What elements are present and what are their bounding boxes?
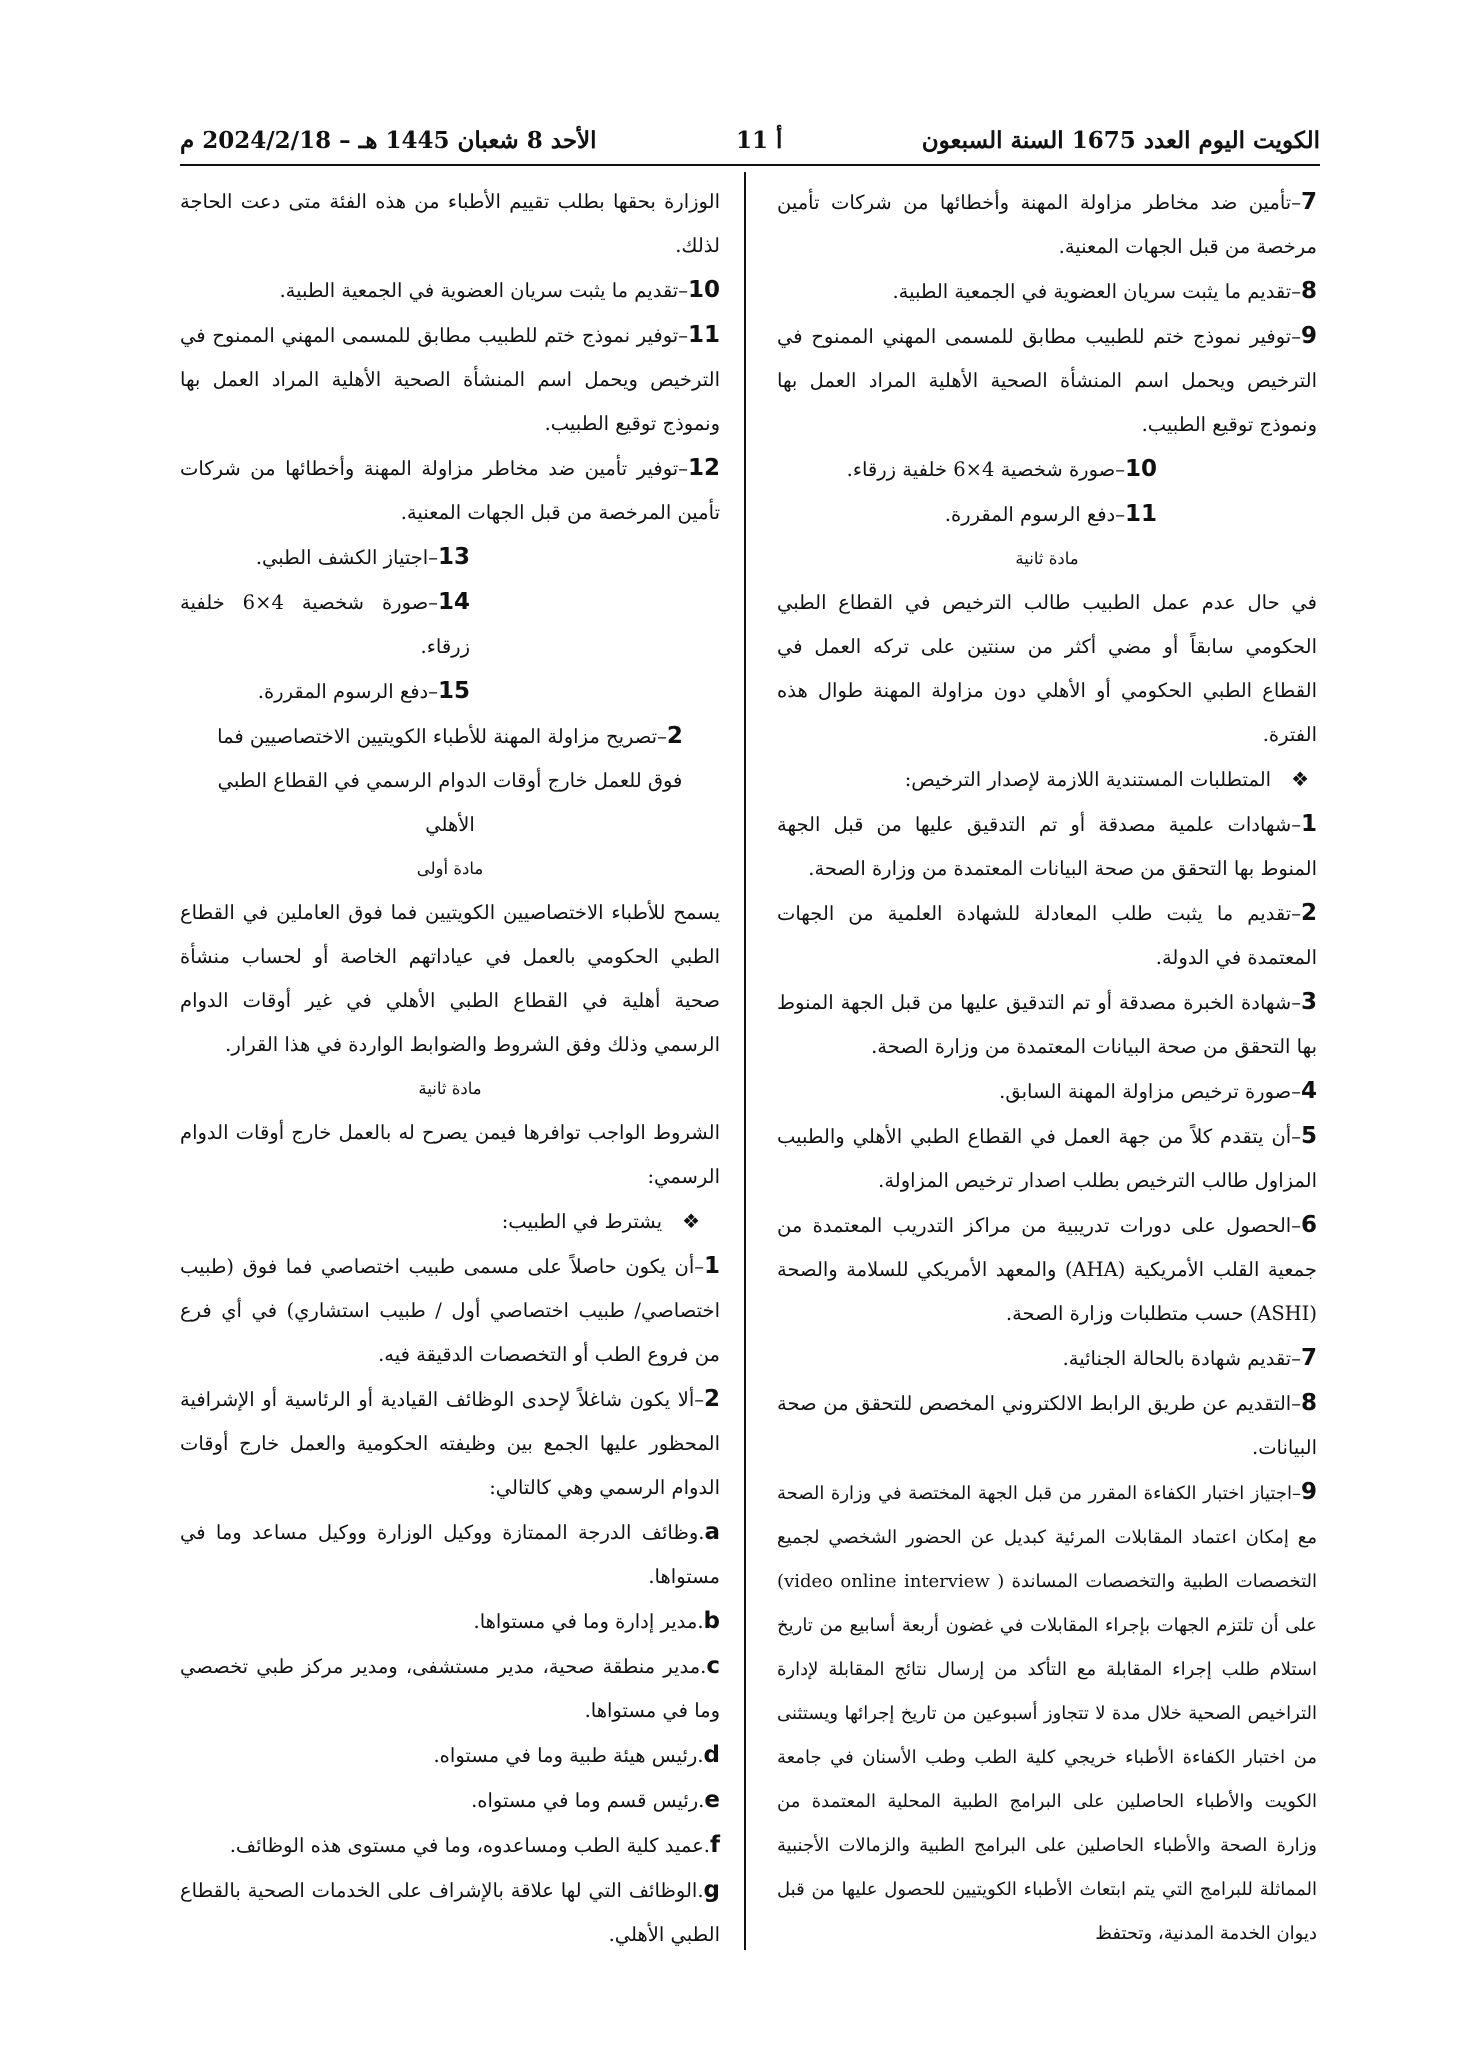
continuation-paragraph: الوزارة بحقها بطلب تقييم الأطباء من هذه الفئة متى دعت الحاجة لذلك.	[180, 190, 720, 257]
list-item: 2–تقديم ما يثبت طلب المعادلة للشهادة العلمية من الجهات المعتمدة في الدولة.	[777, 900, 1317, 969]
list-item: 3–شهادة الخبرة مصدقة أو تم التدقيق عليها من قبل الجهة المنوط بها التحقق من صحة البيانات المعتمدة من وزارة الصحة.	[777, 989, 1317, 1058]
list-item: 9–توفير نموذج ختم للطبيب مطابق للمسمى المهني الممنوح في الترخيص ويحمل اسم المنشأة الصحية الأهلية المراد العمل بها ونموذج توقيع الطبيب.	[777, 323, 1317, 436]
article-heading: مادة ثانية	[1015, 549, 1079, 568]
list-item: 5–أن يتقدم كلاً من جهة العمل في القطاع الطبي الأهلي والطبيب المزاول طالب الترخيص بطلب اصدار ترخيص المزاولة.	[777, 1123, 1317, 1192]
sub-item: e.رئيس قسم وما في مستواه.	[471, 1787, 720, 1813]
left-column	[180, 180, 720, 1957]
section-title: 2–تصريح مزاولة المهنة للأطباء الكويتيين الاختصاصيين فما فوق للعمل خارج أوقات الدوام الرسمي في القطاع الطبي الأهلي	[217, 723, 683, 836]
list-item: 11–توفير نموذج ختم للطبيب مطابق للمسمى المهني الممنوح في الترخيص ويحمل اسم المنشأة الصحية الأهلية المراد العمل بها ونموذج توقيع الطبيب.	[180, 322, 720, 435]
sub-item: a.وظائف الدرجة الممتازة ووكيل الوزارة ووكيل مساعد وما في مستواها.	[180, 1519, 720, 1588]
list-item: 10–صورة شخصية 4×6 خلفية زرقاء.	[846, 456, 1157, 482]
list-item: 1–شهادات علمية مصدقة أو تم التدقيق عليها من قبل الجهة المنوط بها التحقق من صحة البيانات المعتمدة من وزارة الصحة.	[777, 811, 1317, 880]
article-paragraph: في حال عدم عمل الطبيب طالب الترخيص في القطاع الطبي الحكومي سابقاً أو مضي أكثر من سنتين على تركه العمل في القطاع الطبي الحكومي أو الأهلي دون مزاولة المهنة طوال هذه الفترة.	[777, 591, 1317, 746]
list-item: 9–اجتياز اختبار الكفاءة المقرر من قبل الجهة المختصة في وزارة الصحة مع إمكان اعتماد المقابلات المرئية كبديل عن الحضور الشخصي لجميع التخصصات الطبية والتخصصات المساندة ( video online interview) على أن تلتزم الجهات بإجراء المقابلات في غضون أربعة أسابيع من تاريخ استلام طلب إجراء المقابلة مع التأكد من إرسال نتائج المقابلة لإدارة التراخيص الصحية خلال مدة لا تتجاوز أسبوعين من تاريخ إجرائها ويستثنى من اختبار الكفاءة الأطباء خريجي كلية الطب وطب الأسنان في جامعة الكويت والأطباء الحاصلين على البرامج الطبية المحلية المعتمدة من وزارة الصحة والأطباء الحاصلين على البرامج الطبية والزمالات الأجنبية المماثلة للبرامج التي يتم ابتعاث الأطباء الكويتيين للحصول عليها من قبل ديوان الخدمة المدنية، وتحتفظ	[777, 1479, 1317, 1944]
list-item: 15–دفع الرسوم المقررة.	[257, 678, 470, 704]
list-item: 8–التقديم عن طريق الرابط الالكتروني المخصص للتحقق من صحة البيانات.	[777, 1390, 1317, 1459]
list-item: 6–الحصول على دورات تدريبية من مراكز التدريب المعتمدة من جمعية القلب الأمريكية (AHA) والمعهد الأمريكي للسلامة والصحة (ASHI) حسب متطلبات وزارة الصحة.	[777, 1212, 1317, 1325]
sub-item: d.رئيس هيئة طبية وما في مستواه.	[433, 1742, 720, 1768]
list-item: 1–أن يكون حاصلاً على مسمى طبيب اختصاصي فما فوق (طبيب اختصاصي/ طبيب اختصاصي أول / طبيب استشاري) في أي فرع من فروع الطب أو التخصصات الدقيقة فيه.	[180, 1253, 720, 1366]
list-item: 10–تقديم ما يثبت سريان العضوية في الجمعية الطبية.	[279, 277, 720, 303]
header-rule	[180, 164, 1320, 166]
list-item: 14–صورة شخصية 4×6 خلفية زرقاء.	[180, 589, 470, 658]
diamond-bullet-icon: ❖	[1291, 767, 1309, 791]
bullet-line: ❖المتطلبات المستندية اللازمة لإصدار الترخيص:	[777, 757, 1317, 802]
list-item: 11–دفع الرسوم المقررة.	[944, 501, 1157, 527]
list-item: 7–تأمين ضد مخاطر مزاولة المهنة وأخطائها من شركات تأمين مرخصة من قبل الجهات المعنية.	[777, 189, 1317, 258]
diamond-bullet-icon: ❖	[682, 1209, 700, 1233]
sub-item: b.مدير إدارة وما في مستواها.	[473, 1608, 720, 1634]
list-item: 8–تقديم ما يثبت سريان العضوية في الجمعية الطبية.	[892, 278, 1317, 304]
header-page-number: أ 11	[735, 126, 783, 154]
article-heading: مادة أولى	[416, 859, 484, 878]
sub-item: c.مدير منطقة صحية، مدير مستشفى، ومدير مركز طبي تخصصي وما في مستواها.	[180, 1653, 720, 1722]
sub-item: g.الوظائف التي لها علاقة بالإشراف على الخدمات الصحية بالقطاع الطبي الأهلي.	[180, 1877, 720, 1946]
list-item: 7–تقديم شهادة بالحالة الجنائية.	[1062, 1345, 1317, 1371]
header-date: الأحد 8 شعبان 1445 هـ – 2024/2/18 م	[180, 126, 597, 154]
list-item: 13–اجتياز الكشف الطبي.	[255, 544, 470, 570]
list-item: 12–توفير تأمين ضد مخاطر مزاولة المهنة وأخطائها من شركات تأمين المرخصة من قبل الجهات المعنية.	[180, 455, 720, 524]
article-heading: مادة ثانية	[418, 1079, 482, 1098]
page-header	[180, 120, 1320, 160]
article-paragraph: يسمح للأطباء الاختصاصيين الكويتيين فما فوق العاملين في القطاع الطبي الحكومي بالعمل في عياداتهم الخاصة أو لحساب منشأة صحية أهلية في القطاع الطبي الأهلي في غير أوقات الدوام الرسمي وذلك وفق الشروط والضوابط الواردة في هذا القرار.	[180, 901, 720, 1056]
list-item: 2–ألا يكون شاغلاً لإحدى الوظائف القيادية أو الرئاسية أو الإشرافية المحظور عليها الجمع بين وظيفته الحكومية والعمل خارج أوقات الدوام الرسمي وهي كالتالي:	[180, 1386, 720, 1499]
article-paragraph: الشروط الواجب توافرها فيمن يصرح له بالعمل خارج أوقات الدوام الرسمي:	[180, 1121, 720, 1188]
sub-item: f.عميد كلية الطب ومساعدوه، وما في مستوى هذه الوظائف.	[229, 1832, 720, 1858]
list-item: 4–صورة ترخيص مزاولة المهنة السابق.	[999, 1078, 1317, 1104]
column-divider	[744, 172, 746, 1950]
header-issue-info: الكويت اليوم العدد 1675 السنة السبعون	[921, 126, 1320, 154]
bullet-line: ❖يشترط في الطبيب:	[180, 1199, 720, 1244]
right-column	[777, 180, 1317, 1956]
